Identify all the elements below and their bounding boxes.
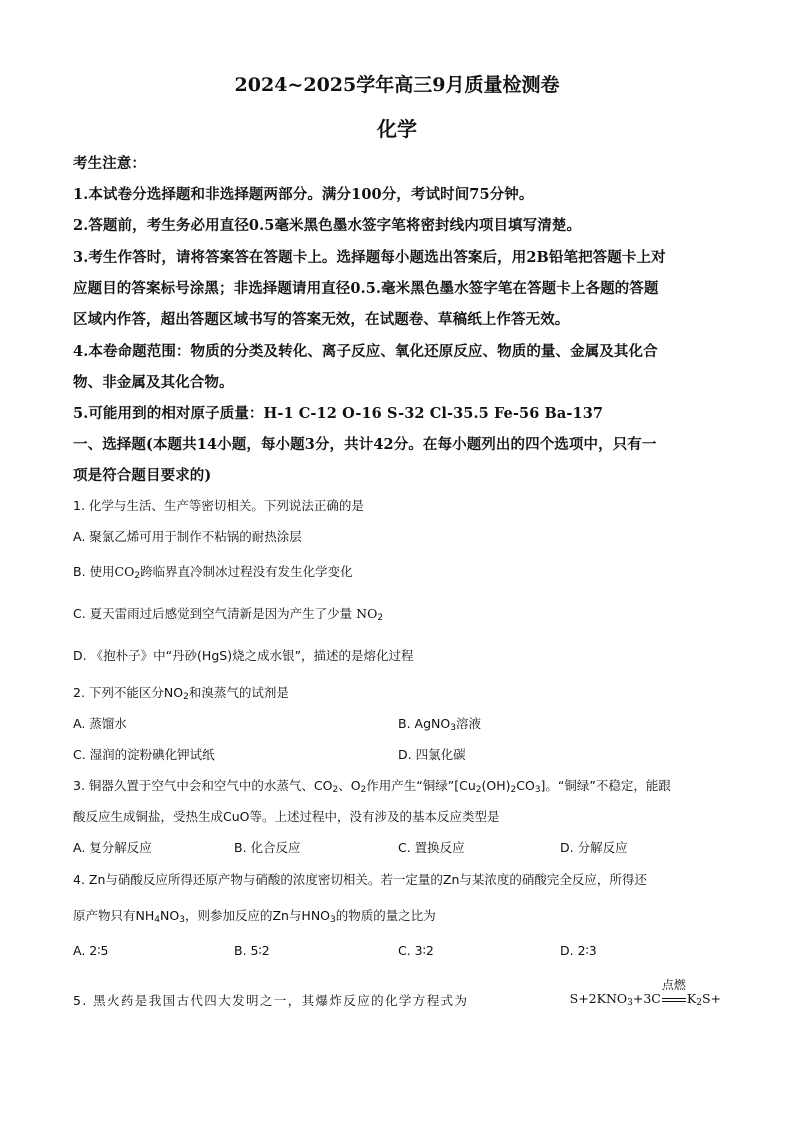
notice-item: 1.本试卷分选择题和非选择题两部分。满分100分，考试时间75分钟。 bbox=[73, 186, 534, 203]
q1-option-b: B. 使用$CO_2$跨临界直冷制冰过程没有发生化学变化 bbox=[73, 564, 353, 581]
notice-item: 2.答题前，考生务必用直径0.5毫米黑色墨水签字笔将密封线内项目填写清楚。 bbox=[73, 217, 582, 234]
q1-option-d: D. 《抱朴子》中“丹砂(HgS)烧之成水银”，描述的是熔化过程 bbox=[73, 648, 414, 663]
section-heading: 一、选择题(本题共14小题，每小题3分，共计42分。在每小题列出的四个选项中，只有一 bbox=[73, 436, 657, 453]
q2-stem: 2. 下列不能区分$NO_2$和溴蒸气的试剂是 bbox=[73, 685, 289, 702]
notice-item: 区域内作答，超出答题区域书写的答案无效，在试题卷、草稿纸上作答无效。 bbox=[73, 311, 570, 328]
q5-equation: $S+2KNO_3+3C$ 点燃 $K_2S+$ bbox=[569, 978, 721, 1008]
q1-option-a: A. 聚氯乙烯可用于制作不粘锅的耐热涂层 bbox=[73, 529, 302, 544]
q3-option-a: A. 复分解反应 bbox=[73, 840, 152, 855]
subject-title: 化学 bbox=[377, 117, 417, 141]
q4-stem: 4. Zn与硝酸反应所得还原产物与硝酸的浓度密切相关。若一定量的Zn与某浓度的硝酸完全反应，所得还 bbox=[73, 872, 647, 887]
q3-option-c: C. 置换反应 bbox=[398, 840, 465, 855]
q3-stem: 3. 铜器久置于空气中会和空气中的水蒸气、$CO_2$、$O_2$作用产生“铜绿$”[Cu_2(OH)_2CO_3]$。“铜绿”不稳定，能跟 bbox=[73, 778, 671, 795]
q5-stem: 5. 黑火药是我国古代四大发明之一，其爆炸反应的化学方程式为 $S+2KNO_3+3C$ 点燃 $K_2S+$ bbox=[73, 978, 721, 1008]
q4-stem-cont: 原产物只有$NH_4NO_3$，则参加反应的Zn与$HNO_3$的物质的量之比为 bbox=[73, 908, 436, 925]
notice-item: 物、非金属及其化合物。 bbox=[73, 374, 234, 391]
reaction-arrow: 点燃 bbox=[661, 991, 687, 1006]
notice-item: 5.可能用到的相对原子质量：H-1 C-12 O-16 S-32 Cl-35.5 Fe-56 Ba-137 bbox=[73, 405, 604, 422]
q4-option-a: A. 2∶5 bbox=[73, 943, 109, 958]
q2-option-b: B. AgNO$_3$溶液 bbox=[398, 716, 481, 733]
q1-stem: 1. 化学与生活、生产等密切相关。下列说法正确的是 bbox=[73, 498, 364, 513]
notice-item: 3.考生作答时，请将答案答在答题卡上。选择题每小题选出答案后，用2B铅笔把答题卡上对 bbox=[73, 249, 666, 266]
q1-option-c: C. 夏天雷雨过后感觉到空气清新是因为产生了少量 $NO_2$ bbox=[73, 606, 384, 623]
q2-option-d: D. 四氯化碳 bbox=[398, 747, 466, 762]
exam-title: 2024~2025学年高三9月质量检测卷 bbox=[234, 74, 560, 96]
q2-option-c: C. 湿润的淀粉碘化钾试纸 bbox=[73, 747, 215, 762]
q2-option-a: A. 蒸馏水 bbox=[73, 716, 127, 731]
q4-option-b: B. 5∶2 bbox=[234, 943, 270, 958]
q4-option-d: D. 2∶3 bbox=[560, 943, 597, 958]
notice-item: 4.本卷命题范围：物质的分类及转化、离子反应、氧化还原反应、物质的量、金属及其化合 bbox=[73, 343, 658, 360]
notice-item: 应题目的答案标号涂黑；非选择题请用直径0.5.毫米黑色墨水签字笔在答题卡上各题的答题 bbox=[73, 280, 659, 297]
section-heading: 项是符合题目要求的) bbox=[73, 467, 212, 484]
q3-option-d: D. 分解反应 bbox=[560, 840, 628, 855]
q4-option-c: C. 3∶2 bbox=[398, 943, 434, 958]
q3-option-b: B. 化合反应 bbox=[234, 840, 301, 855]
q3-stem-cont: 酸反应生成铜盐，受热生成CuO等。上述过程中，没有涉及的基本反应类型是 bbox=[73, 809, 500, 824]
notice-heading: 考生注意： bbox=[73, 155, 146, 172]
